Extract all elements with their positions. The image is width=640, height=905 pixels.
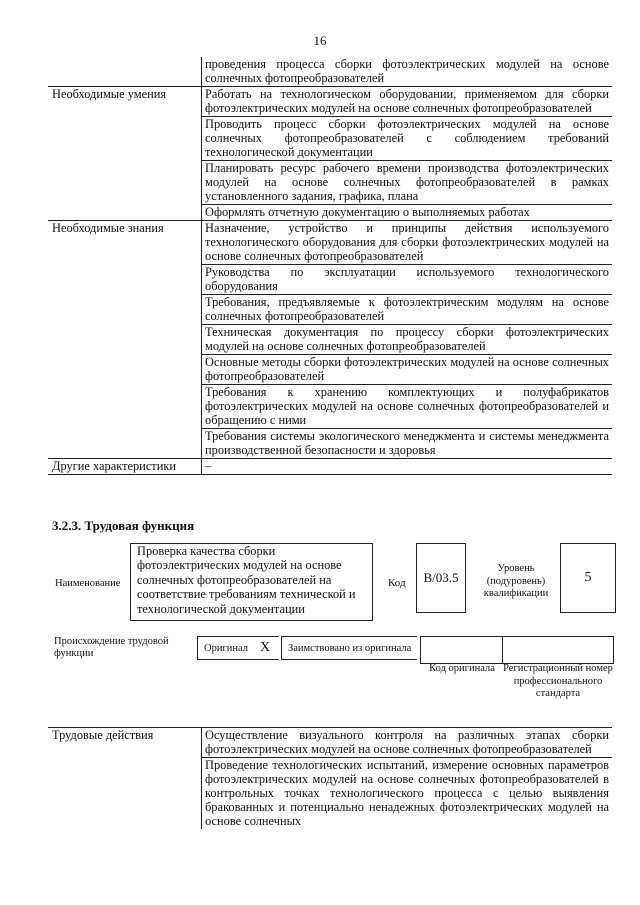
table-row <box>48 459 612 475</box>
code-value: B/03.5 <box>416 543 466 613</box>
skill-item: Проводить процесс сборки фотоэлектрических модулей на основе солнечных фотопреобразователей с соблюдением требований технологической документации <box>202 117 613 161</box>
page-number: 16 <box>313 33 327 48</box>
continuation-text: проведения процесса сборки фотоэлектрических модулей на основе солнечных фотопреобразователей <box>202 57 613 87</box>
original-cell <box>197 636 279 660</box>
table-row <box>48 87 612 117</box>
knowledge-item: Руководства по эксплуатации используемого технологического оборудования <box>202 265 613 295</box>
knowledge-item: Требования системы экологического менеджмента и системы менеджмента производственной безопасности и здоровья <box>202 429 613 459</box>
skills-label: Необходимые умения <box>48 87 202 221</box>
knowledge-label: Необходимые знания <box>48 221 202 459</box>
other-value: – <box>202 459 613 475</box>
action-item: Проведение технологических испытаний, измерение основных параметров фотоэлектрических модулей на основе солнечных фотопреобразователей в контрольных точках технологического процесса с целью выявления бракованных и потенциально ненадежных фотоэлектрических модулей на основе солнечных <box>202 758 613 830</box>
actions-label: Трудовые действия <box>48 728 202 830</box>
origin-label: Происхождение трудовой функции <box>54 636 169 659</box>
skill-item: Работать на технологическом оборудовании, применяемом для сборки фотоэлектрических модулей на основе солнечных фотопреобразователей <box>202 87 613 117</box>
action-item: Осуществление визуального контроля на различных этапах сборки фотоэлектрических модулей на основе солнечных фотопреобразователей <box>202 728 613 758</box>
skill-item: Планировать ресурс рабочего времени производства фотоэлектрических модулей на основе солнечных фотопреобразователей в рамках установленного задания, графика, плана <box>202 161 613 205</box>
empty-label-cell <box>48 57 202 87</box>
level-label: Уровень (подуровень) квалификации <box>483 563 549 599</box>
section-title: 3.2.3. Трудовая функция <box>52 518 195 533</box>
original-mark: X <box>260 640 271 655</box>
code-caption: Код оригинала <box>429 663 495 674</box>
function-header <box>50 541 618 616</box>
original-label: Оригинал <box>204 643 248 654</box>
reg-number-cell <box>502 636 614 664</box>
original-code-cell <box>420 636 502 664</box>
other-label: Другие характеристики <box>48 459 202 475</box>
name-value: Проверка качества сборки фотоэлектрических модулей на основе солнечных фотопреобразователей на соответствие требованиям технической и технологической документации <box>130 543 373 621</box>
knowledge-item: Требования к хранению комплектующих и полуфабрикатов фотоэлектрических модулей на основе солнечных фотопреобразователей и обращению с ними <box>202 385 613 429</box>
code-label: Код <box>388 577 406 589</box>
reg-caption: Регистрационный номер профессионального стандарта <box>503 663 613 699</box>
actions-table <box>48 727 612 829</box>
knowledge-item: Основные методы сборки фотоэлектрических модулей на основе солнечных фотопреобразователей <box>202 355 613 385</box>
table-row <box>48 57 612 87</box>
knowledge-item: Назначение, устройство и принципы действия используемого технологического оборудования для сборки фотоэлектрических модулей на основе солнечных фотопреобразователей <box>202 221 613 265</box>
table-row <box>48 221 612 265</box>
borrowed-label: Заимствовано из оригинала <box>288 643 412 654</box>
borrowed-cell <box>281 636 417 660</box>
knowledge-item: Техническая документация по процессу сборки фотоэлектрических модулей на основе солнечных фотопреобразователей <box>202 325 613 355</box>
requirements-table <box>48 57 612 475</box>
level-value: 5 <box>560 543 616 613</box>
knowledge-item: Требования, предъявляемые к фотоэлектрическим модулям на основе солнечных фотопреобразователей <box>202 295 613 325</box>
skill-item: Оформлять отчетную документацию о выполняемых работах <box>202 205 613 221</box>
name-label: Наименование <box>55 578 121 589</box>
table-row <box>48 728 612 758</box>
